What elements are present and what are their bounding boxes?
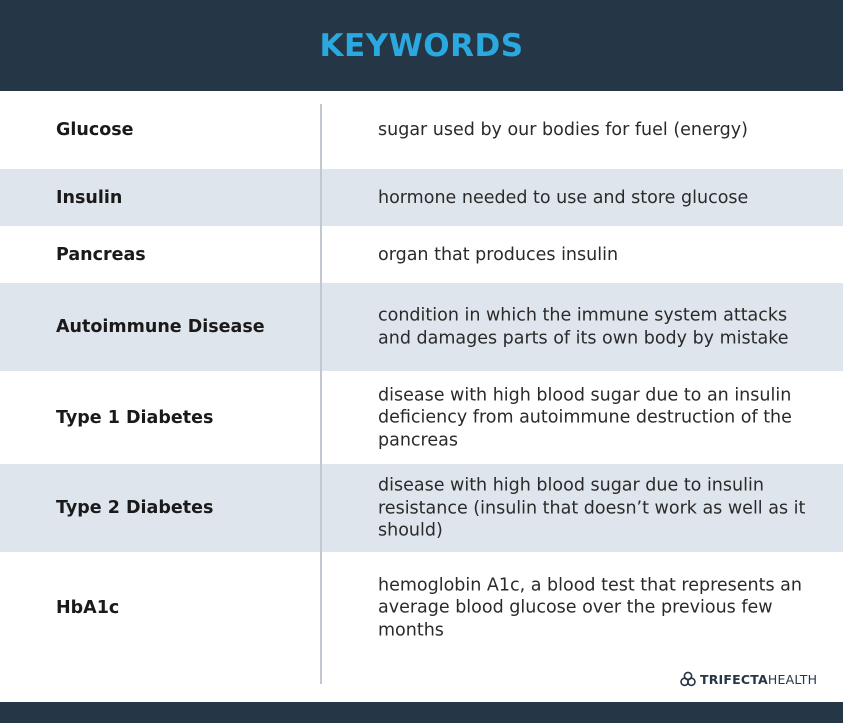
column-divider — [320, 104, 322, 684]
brand-name-light: HEALTH — [767, 671, 818, 687]
keyword-definition: sugar used by our bodies for fuel (energy) — [378, 119, 748, 140]
table-row — [0, 283, 843, 371]
table-row — [0, 464, 843, 552]
keyword-term: Pancreas — [56, 244, 146, 265]
keyword-term: HbA1c — [56, 597, 120, 618]
keyword-definition: disease with high blood sugar due to an insulin deficiency from autoimmune destruction of the pancreas — [378, 384, 792, 450]
trifecta-logo-icon — [680, 671, 696, 687]
table-row — [0, 169, 843, 226]
page-title: KEYWORDS — [319, 27, 524, 64]
keyword-definition: hemoglobin A1c, a blood test that represents an average blood glucose over the previous few months — [378, 574, 802, 640]
keyword-definition: condition in which the immune system attacks and damages parts of its own body by mistake — [378, 305, 789, 348]
keyword-term: Autoimmune Disease — [56, 317, 265, 337]
brand-logo — [680, 671, 817, 687]
brand-name-bold: TRIFECTA — [700, 671, 768, 687]
keyword-term: Insulin — [56, 187, 123, 208]
keyword-term: Type 1 Diabetes — [56, 407, 214, 428]
table-row — [0, 552, 843, 663]
header-banner — [0, 0, 843, 91]
keyword-definition: organ that produces insulin — [378, 244, 619, 265]
table-row — [0, 91, 843, 169]
keyword-term: Glucose — [56, 120, 134, 140]
table-row — [0, 371, 843, 464]
keywords-table — [0, 91, 843, 663]
keyword-definition: disease with high blood sugar due to insulin resistance (insulin that doesn’t work as well as it should) — [378, 475, 806, 541]
footer-bar — [0, 702, 843, 723]
keyword-definition: hormone needed to use and store glucose — [378, 187, 749, 208]
table-row — [0, 226, 843, 283]
brand-name — [700, 672, 817, 687]
keyword-term: Type 2 Diabetes — [56, 498, 214, 518]
